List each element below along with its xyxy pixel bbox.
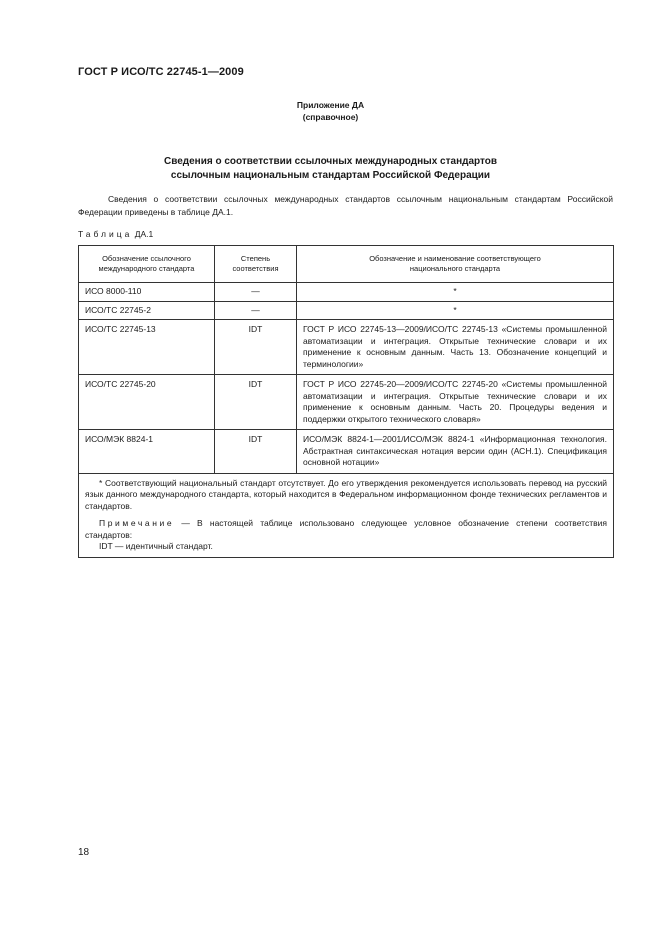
appendix-subtitle: (справочное) [302,112,359,122]
cell-degree: IDT [215,375,297,430]
col-header-national-line-2: национального стандарта [409,264,501,273]
document-header: ГОСТ Р ИСО/ТС 22745-1—2009 [78,66,244,78]
section-title [0,155,661,183]
cell-national: ИСО/МЭК 8824-1—2001/ИСО/МЭК 8824-1 «Информационная технология. Абстрактная синтаксическая нотация версии один (АСН.1). Спецификация основной нотации» [297,430,614,474]
cell-degree: — [215,301,297,320]
table-row [79,283,614,302]
table-row [79,430,614,474]
table-notes [79,473,614,557]
table-caption-number: ДА.1 [134,229,154,239]
cell-reference: ИСО/ТС 22745-20 [79,375,215,430]
note-item: IDT — идентичный стандарт. [99,541,213,551]
col-header-degree [215,246,297,283]
correspondence-table [78,245,614,558]
cell-degree: IDT [215,320,297,375]
col-header-national-line-1: Обозначение и наименование соответствующего [369,254,541,263]
col-header-reference-line-2: международного стандарта [98,264,195,273]
table-caption [78,229,153,239]
cell-national: ГОСТ Р ИСО 22745-20—2009/ИСО/ТС 22745-20 «Системы промышленной автоматизации и интеграция. Открытые технические словари и их применение к основным данным. Часть 20. Процедуры ведения и поддержки открытого технического словаря» [297,375,614,430]
table-note [85,518,607,541]
note-text: — В настоящей таблице использовано следующее условное обозначение степени соответствия стандартов: [85,518,607,540]
table-row [79,320,614,375]
col-header-reference [79,246,215,283]
table-footnote: * Соответствующий национальный стандарт отсутствует. До его утверждения рекомендуется использовать перевод на русский язык данного международного стандарта, который находится в Федеральном информационном фонде технических регламентов и стандартов. [85,477,607,511]
note-label: Примечание [99,518,175,528]
cell-national: * [297,301,614,320]
cell-national: * [297,283,614,302]
section-title-line-1: Сведения о соответствии ссылочных международных стандартов [163,156,498,167]
table-caption-word: Таблица [78,229,133,239]
cell-degree: — [215,283,297,302]
cell-reference: ИСО 8000-110 [79,283,215,302]
cell-reference: ИСО/ТС 22745-2 [79,301,215,320]
page-number: 18 [78,847,90,858]
cell-national: ГОСТ Р ИСО 22745-13—2009/ИСО/ТС 22745-13 «Системы промышленной автоматизации и интеграция. Открытые технические словари и их применение к основным данным. Часть 13. Обозначение концепций и терминологии» [297,320,614,375]
col-header-degree-line-2: соответствия [232,264,279,273]
intro-paragraph: Сведения о соответствии ссылочных международных стандартов ссылочным национальным стандартам Российской Федерации приведены в таблице ДА.1. [78,194,613,217]
section-title-line-2: ссылочным национальным стандартам Российской Федерации [170,170,491,181]
appendix-title: Приложение ДА [296,100,365,110]
table-notes-row [79,473,614,557]
cell-reference: ИСО/МЭК 8824-1 [79,430,215,474]
cell-reference: ИСО/ТС 22745-13 [79,320,215,375]
cell-degree: IDT [215,430,297,474]
table-row [79,375,614,430]
col-header-degree-line-1: Степень [240,254,271,263]
table-row [79,301,614,320]
table-header-row [79,246,614,283]
col-header-national [297,246,614,283]
col-header-reference-line-1: Обозначение ссылочного [102,254,191,263]
